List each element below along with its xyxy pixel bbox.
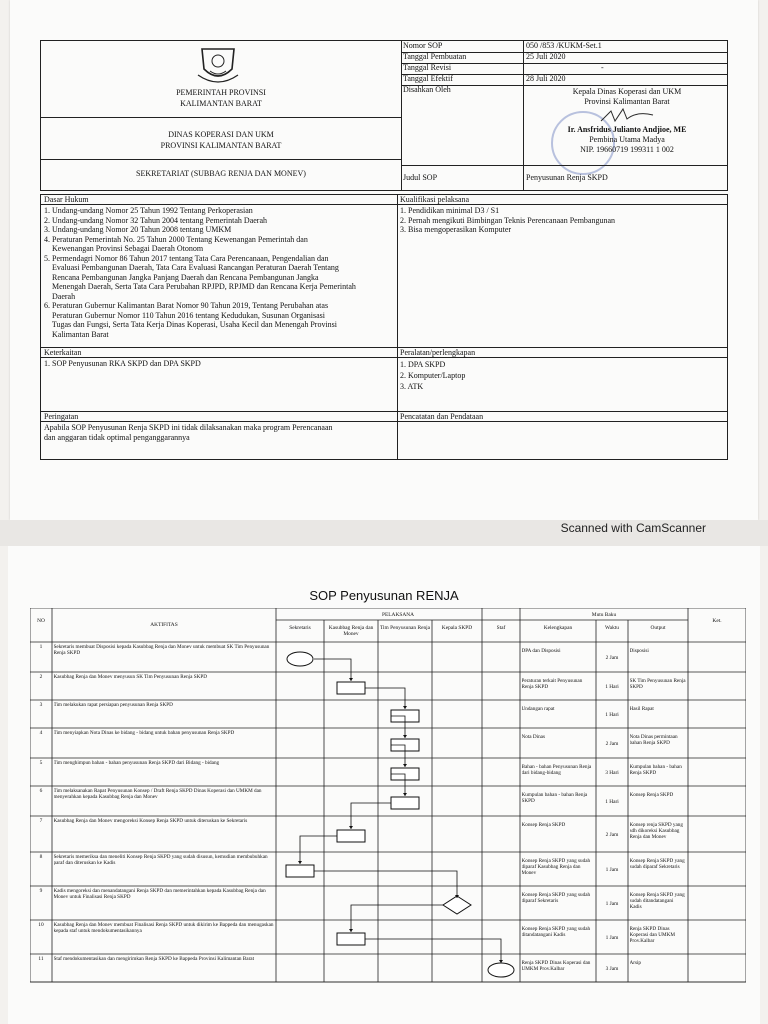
peralatan-list (400, 359, 724, 392)
row-output: Disposisi (629, 647, 649, 654)
row-waktu: 1 Hari (605, 683, 619, 690)
row-kelengkapan: Konsep Renja SKPD yang sudah ditandatangani Kadis (521, 925, 591, 938)
dasar-hukum-item: Evaluasi Pembangunan Daerah, Tata Cara Evaluasi Rancangan Peraturan Daerah Tentang (44, 263, 339, 272)
keterkaitan-list (44, 359, 394, 369)
row-kelengkapan: Bahan - bahan Penyusunan Renja dari bidang-bidang (521, 763, 592, 776)
row-waktu: 2 Jam (605, 740, 619, 747)
dept-name-line2: PROVINSI KALIMANTAN BARAT (160, 141, 282, 150)
row-waktu: 1 Hari (605, 711, 619, 718)
dasar-hukum-item: 6. Peraturan Gubernur Kalimantan Barat Nomor 90 Tahun 2019, Tentang Perubahan atas (44, 301, 329, 310)
handwritten-signature-icon (597, 107, 657, 125)
row-kelengkapan: DPA dan Disposisi (521, 647, 561, 654)
row-waktu: 2 Jam (605, 831, 619, 838)
dasar-hukum-item: Kewenangan Provinsi Sebagai Daerah Otonom (44, 244, 204, 253)
arrow-head-icon (403, 735, 407, 738)
flowchart-title: SOP Penyusunan RENJA (309, 588, 459, 603)
dept-name-line1: DINAS KOPERASI DAN UKM (168, 130, 274, 139)
divider (41, 159, 401, 160)
row-output: Konsep Renja SKPD (629, 791, 674, 798)
col-header-no: NO (37, 617, 45, 624)
row-output: SK Tim Penyusunan Renja SKPD (629, 677, 686, 690)
row-number: 8 (39, 853, 43, 860)
sop-header-table (40, 40, 728, 191)
dasar-hukum-item: Rencana Pembangunan Jangka Panjang Daerah dan Rencana Pembangunan Jangka (44, 272, 319, 282)
arrow-head-icon (403, 793, 407, 796)
dasar-hukum-item: 3. Undang-undang Nomor 20 Tahun 2008 tentang UMKM (44, 225, 232, 234)
flow-connector (314, 871, 457, 898)
dasar-hukum-item: Tugas dan Fungsi, Serta Tata Kerja Dinas Koperasi, Usaha Kecil dan Menengah Provinsi (44, 320, 338, 329)
row-waktu: 1 Hari (605, 798, 619, 805)
left-column (41, 195, 398, 459)
row-activity: Kasubbag Renja dan Monev mengoreksi Konsep Renja SKPD untuk diteruskan ke Sekretaris (53, 817, 248, 824)
row-activity: Kadis mengoreksi dan menandatangani Renja SKPD dan memerintahkan kepada Kasubbag Renja dan Monev untuk Finalisasi Renja SKPD (53, 887, 266, 900)
org-identity-block (41, 41, 402, 190)
dasar-hukum-item: 2. Undang-undang Nomor 32 Tahun 2004 tentang Pemerintah Daerah (44, 215, 268, 225)
row-output: Konsep renja SKPD yang sdh dikoreksi Kasubbag Renja dan Monev (629, 821, 683, 840)
row-kelengkapan: Konsep Renja SKPD yang sudah diparaf Sekretaris (521, 891, 591, 904)
sop-flowchart-page (8, 546, 760, 1024)
kualifikasi-list (400, 206, 724, 235)
pencatatan-header: Pencatatan dan Pendataan (397, 412, 727, 422)
dasar-hukum-item: Kalimantan Barat (44, 329, 109, 339)
dasar-hukum-item: 4. Peraturan Pemerintah No. 25 Tahun 2000 Tentang Kewenangan Pemerintah dan (44, 234, 308, 244)
flow-connector (365, 939, 501, 963)
dasar-hukum-item: 1. Undang-undang Nomor 25 Tahun 1992 Tentang Perkoperasian (44, 206, 253, 215)
row-kelengkapan: Undangan rapat (521, 705, 555, 712)
peralatan-item: 1. DPA SKPD (400, 360, 446, 369)
row-number: 10 (38, 921, 44, 928)
col-header-kasubbag: Kasubbag Renja dan Monev (328, 624, 374, 637)
row-kelengkapan: Peraturan terkait Penyusunan Renja SKPD (521, 677, 583, 690)
signature-title-2: Provinsi Kalimantan Barat (584, 97, 670, 106)
signature-nip: NIP. 19660719 199311 1 002 (580, 145, 674, 154)
meta-tanggal-pembuatan: Tanggal Pembuatan 25 Juli 2020 (401, 52, 727, 64)
arrow-head-icon (349, 678, 353, 681)
dasar-hukum-header: Dasar Hukum (41, 195, 397, 205)
row-kelengkapan: Renja SKPD Dinas Koperasi dan UMKM Prov.Kalbar (521, 959, 591, 972)
row-kelengkapan: Kumpulan bahan - bahan Renja SKPD (521, 791, 588, 804)
dasar-hukum-item: Menengah Daerah, Serta Tata Cara Perubahan RPJPD, RPJMD dan Rencana Kerja Pemerintah (44, 282, 356, 291)
col-header-kepala: Kepala SKPD (441, 624, 473, 631)
unit-name: SEKRETARIAT (SUBBAG RENJA DAN MONEV) (136, 169, 306, 178)
provincial-emblem-icon (196, 45, 240, 85)
row-number: 4 (39, 729, 43, 736)
col-header-sekretaris: Sekretaris (289, 624, 311, 631)
kualifikasi-header: Kualifikasi pelaksana (397, 195, 727, 205)
terminator-shape (287, 652, 313, 666)
arrow-head-icon (349, 929, 353, 932)
row-activity: Kasubbag Renja dan Monev membuat Finalisasi Renja SKPD untuk dikirim ke Bappeda dan menugaskan kepada staf untuk mendokumentasikannya (53, 921, 274, 934)
process-shape (337, 682, 365, 694)
decision-shape (443, 896, 471, 914)
row-kelengkapan: Nota Dinas (521, 733, 545, 740)
row-number: 7 (39, 817, 43, 824)
meta-nomor-sop: Nomor SOP 050 /853 /KUKM-Set.1 (401, 41, 727, 53)
sop-cover-page (10, 0, 758, 520)
col-header-mutu-baku: Mutu Baku (591, 611, 617, 618)
col-header-tim: Tim Penyusunan Renja (379, 624, 431, 631)
keterkaitan-item: 1. SOP Penyusunan RKA SKPD dan DPA SKPD (44, 359, 201, 368)
row-output: Renja SKPD Dinas Koperasi dan UMKM Prov.Kalbar (629, 925, 676, 944)
row-activity: Sekretaris memeriksa dan meneliti Konsep Renja SKPD yang sudah disusun, kemudian membubuhkan paraf dan diteruskan ke Kadis (53, 853, 268, 866)
process-shape (391, 797, 419, 809)
sop-flowchart-table (30, 608, 746, 1022)
peringatan-text (44, 423, 394, 442)
row-number: 3 (39, 701, 43, 708)
signature-title-1: Kepala Dinas Koperasi dan UKM (572, 87, 682, 96)
row-output: Kumpulan bahan - bahan Renja SKPD (629, 763, 682, 776)
row-number: 1 (39, 643, 43, 650)
process-shape (337, 830, 365, 842)
dasar-hukum-list (44, 206, 394, 339)
dasar-hukum-item: Daerah (44, 291, 76, 301)
row-activity: Tim menghimpun bahan - bahan penyusunan Renja SKPD dari Bidang - bidang (53, 759, 220, 766)
row-output: Konsep Renja SKPD yang sudah ditandatangani Kadis (629, 891, 685, 910)
kualifikasi-item: 3. Bisa mengoperasikan Komputer (400, 225, 512, 234)
row-waktu: 1 Jam (605, 900, 619, 907)
row-activity: Tim menyiapkan Nota Dinas ke bidang - bidang untuk bahan penyusunan Renja SKPD (53, 729, 235, 736)
kualifikasi-item: 2. Pernah mengikuti Bimbingan Teknis Perencanaan Pembangunan (400, 215, 616, 225)
org-name-line2: KALIMANTAN BARAT (180, 99, 262, 108)
peringatan-item: Apabila SOP Penyusunan Renja SKPD ini tidak dilaksanakan maka program Perencanaan (44, 423, 333, 432)
meta-tanggal-revisi: Tanggal Revisi - (401, 63, 727, 75)
process-shape (337, 933, 365, 945)
keterkaitan-header: Keterkaitan (41, 348, 397, 358)
row-number: 6 (39, 787, 43, 794)
row-number: 5 (39, 759, 43, 766)
row-output: Arsip (629, 959, 642, 966)
arrow-head-icon (298, 861, 302, 864)
sop-meta-block (401, 41, 727, 190)
divider (41, 117, 401, 118)
right-column (397, 195, 727, 459)
col-header-ket: Ket. (712, 617, 722, 624)
kualifikasi-item: 1. Pendidikan minimal D3 / S1 (400, 206, 500, 215)
signature-name: Ir. Ansfridus Julianto Andjioe, ME (567, 125, 687, 134)
signature-block (529, 87, 725, 155)
col-header-kelengkapan: Kelengkapan (543, 624, 573, 631)
peralatan-header: Peralatan/perlengkapan (397, 348, 727, 358)
arrow-head-icon (403, 706, 407, 709)
meta-judul-sop: Judul SOP Penyusunan Renja SKPD (401, 165, 727, 190)
sop-detail-table (40, 194, 728, 460)
flow-connector (365, 688, 405, 709)
row-number: 9 (39, 887, 43, 894)
row-waktu: 3 Jam (605, 965, 619, 972)
arrow-head-icon (349, 826, 353, 829)
row-kelengkapan: Konsep Renja SKPD (521, 821, 566, 828)
peralatan-item: 3. ATK (400, 382, 424, 391)
flow-connector (300, 836, 337, 864)
row-output: Nota Dinas permintaan bahan Renja SKPD (629, 733, 678, 746)
row-number: 11 (38, 955, 44, 962)
row-activity: Kasubbag Renja dan Monev menyusun SK Tim Penyusunan Renja SKPD (53, 673, 207, 680)
row-number: 2 (39, 673, 43, 680)
row-activity: Sekretaris membuat Disposisi kepada Kasubbag Renja dan Monev untuk membuat SK Tim Penyusunan Renja SKPD (53, 643, 270, 656)
row-waktu: 2 Jam (605, 654, 619, 661)
row-waktu: 1 Jam (605, 866, 619, 873)
peringatan-header: Peringatan (41, 412, 397, 422)
dasar-hukum-item: Peraturan Gubernur Nomor 110 Tahun 2016 tentang Kedudukan, Susunan Organisasi (44, 310, 326, 320)
dasar-hukum-item: 5. Permendagri Nomor 86 Tahun 2017 tentang Tata Cara Perencanaan, Pengendalian dan (44, 253, 329, 263)
row-activity: Tim melakukan rapat persiapan penyusunan Renja SKPD (53, 701, 173, 708)
col-header-pelaksana: PELAKSANA (381, 611, 415, 618)
signature-rank: Pembina Utama Madya (589, 135, 665, 144)
flow-connector (351, 905, 443, 932)
col-header-output: Output (650, 624, 666, 631)
meta-disahkan-oleh: Disahkan Oleh (403, 85, 451, 94)
row-output: Hasil Rapat (629, 705, 654, 712)
peringatan-item: dan anggaran tidak optimal penganggarannya (44, 432, 190, 442)
col-header-aktifitas: AKTIFITAS (150, 621, 178, 628)
row-waktu: 3 Hari (605, 769, 619, 776)
col-header-staf: Staf (496, 624, 506, 631)
arrow-head-icon (403, 764, 407, 767)
row-activity: Tim melaksanakan Rapat Penyusunan Konsep / Draft Renja SKPD Dinas Koperasi dan UMKM dan menyerahkan kepada Kasubbag Renja dan Monev (53, 787, 262, 800)
flow-connector (314, 659, 351, 681)
org-name-line1: PEMERINTAH PROVINSI (176, 88, 266, 97)
row-output: Konsep Renja SKPD yang sudah diparaf Sekretaris (629, 857, 685, 870)
terminator-shape (488, 963, 514, 977)
peralatan-item: 2. Komputer/Laptop (400, 371, 466, 380)
row-waktu: 1 Jam (605, 934, 619, 941)
row-activity: Staf mendokumentasikan dan mengirimkan Renja SKPD ke Bappeda Provinsi Kalimantan Barat (53, 955, 255, 962)
process-shape (286, 865, 314, 877)
col-header-waktu: Waktu (605, 624, 619, 631)
meta-tanggal-efektif: Tanggal Efektif 28 Juli 2020 (401, 74, 727, 86)
row-kelengkapan: Konsep Renja SKPD yang sudah diparaf Kasubbag Renja dan Monev (521, 857, 591, 876)
scanner-watermark: Scanned with CamScanner (560, 521, 706, 535)
